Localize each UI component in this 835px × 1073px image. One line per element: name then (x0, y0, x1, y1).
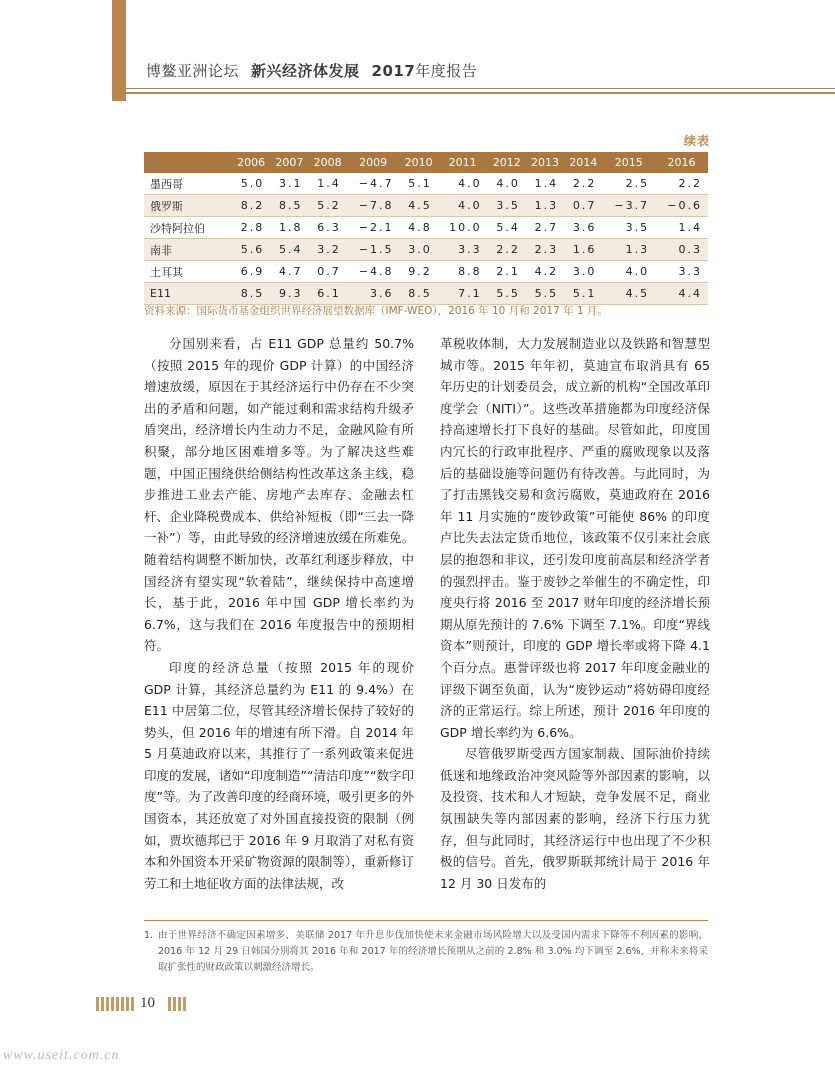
footnote-rule (144, 920, 708, 921)
table-cell: 5.4 (270, 239, 308, 261)
table-cell: 1.4 (655, 217, 708, 239)
table-cell: 1.4 (526, 173, 564, 195)
table-header-cell: 2013 (526, 152, 564, 173)
table-cell: 1.4 (308, 173, 346, 195)
header-report: 年度报告 (415, 62, 478, 80)
table-cell: −3.7 (602, 195, 655, 217)
running-header (146, 60, 477, 81)
table-header-cell: 2009 (347, 152, 400, 173)
table-cell: 6.3 (308, 217, 346, 239)
table-cell: 7.1 (438, 283, 488, 305)
table-cell: 8.5 (232, 283, 270, 305)
table-cell: 2.2 (655, 173, 708, 195)
table-cell: 5.6 (232, 239, 270, 261)
table-cell: 1.3 (602, 239, 655, 261)
table-cell: 4.7 (270, 261, 308, 283)
table-cell: 4.0 (438, 173, 488, 195)
paragraph: 革税收体制，大力发展制造业以及铁路和智慧型城市等。2015 年年初，莫迪宣布取消具有 65 年历史的计划委员会，成立新的机构“全国改革印度学会（NITI）”。这些改革措施都为印度经济保持高速增长打下良好的基础。尽管如此，印度国内冗长的行政审批程序、严重的腐败现象以及落后的基础设施等问题仍有待改善。与此同时，为了打击黑钱交易和贪污腐败，莫迪政府在 2016 年 11 月实施的“废钞政策”可能使 86% 的印度卢比失去法定货币地位，该政策不仅引来社会底层的抱怨和非议，还引发印度前高层和经济学者的强烈抨击。鉴于废钞之举催生的不确定性，印度央行将 2016 至 2017 财年印度的经济增长预期从原先预计的 7.6% 下调至 7.1%。印度“界线资本”则预计，印度的 GDP 增长率或将下降 4.1 个百分点。惠誉评级也将 2017 年印度金融业的评级下调至负面，认为“废钞运动”将妨碍印度经济的正常运行。综上所述，预计 2016 年印度的 GDP 增长率约为 6.6%。 (440, 336, 710, 740)
table-row-label: 土耳其 (144, 261, 232, 283)
table-row-label: 南非 (144, 239, 232, 261)
table-cell: −0.6 (655, 195, 708, 217)
table-cell: 0.3 (655, 239, 708, 261)
table-header-cell: 2008 (308, 152, 346, 173)
table-header-cell: 2006 (232, 152, 270, 173)
table-cell: 0.7 (564, 195, 602, 217)
table-cell: 4.2 (526, 261, 564, 283)
paragraph: 印度的经济总量（按照 2015 年的现价 GDP 计算，其经济总量约为 E11 的 9.4%）在 E11 中居第二位，尽管其经济增长保持了较好的势头，但 2016 年的增速有所下滑。自 2014 年 5 月莫迪政府以来，其推行了一系列政策来促进印度的发展，诸如“印度制造”“清洁印度”“数字印度”等。为了改善印度的经商环境，吸引更多的外国资本，其还放宽了对外国直接投资的限制（例如，贾坎德邦已于 2016 年 9 月取消了对私有资本和外国资本开采矿物资源的限制等），重新修订劳工和土地征收方面的法律法规，改 (144, 659, 414, 891)
table-row (144, 217, 708, 239)
table-cell: 6.1 (308, 283, 346, 305)
table-cell: 0.7 (308, 261, 346, 283)
table-row (144, 173, 708, 195)
table-header-cell: 2015 (602, 152, 655, 173)
table-cell: 1.3 (526, 195, 564, 217)
table-cell: 2.8 (232, 217, 270, 239)
header-year: 2017 (371, 62, 416, 80)
header-rule-accent (126, 92, 835, 94)
table-cell: 3.3 (655, 261, 708, 283)
header-accent-bar (112, 0, 126, 101)
table-cell: 3.6 (347, 283, 400, 305)
table-cell: 3.0 (564, 261, 602, 283)
table-row-label: E11 (144, 283, 232, 305)
body-column-right (440, 333, 710, 894)
table-cell: 3.5 (488, 195, 526, 217)
table-header-cell: 2012 (488, 152, 526, 173)
table-header-cell: 2007 (270, 152, 308, 173)
page-number: 10 (140, 995, 155, 1011)
table-cell: 3.2 (308, 239, 346, 261)
table-cell: 5.1 (564, 283, 602, 305)
table-cell: 2.5 (602, 173, 655, 195)
table-cell: 10.0 (438, 217, 488, 239)
table-cell: 5.1 (399, 173, 437, 195)
table-cell: 5.5 (488, 283, 526, 305)
table-cell: 8.8 (438, 261, 488, 283)
watermark: www.useit.com.cn (3, 1048, 120, 1063)
table-cell: −7.8 (347, 195, 400, 217)
table-source-note: 资料来源：国际货币基金组织世界经济展望数据库（IMF-WEO），2016 年 10 月和 2017 年 1 月。 (144, 305, 608, 317)
table-header-cell: 2014 (564, 152, 602, 173)
table-cell: 5.2 (308, 195, 346, 217)
table-cell: 8.5 (270, 195, 308, 217)
table-row (144, 239, 708, 261)
footnote-number: 1. (144, 930, 154, 941)
table-cell: 3.1 (270, 173, 308, 195)
table-continued-label: 续表 (683, 134, 710, 148)
table-cell: −4.8 (347, 261, 400, 283)
table-header-cell (144, 152, 232, 173)
table-header-cell: 2010 (399, 152, 437, 173)
page-number-ornament-left (96, 997, 134, 1011)
table-cell: 4.4 (655, 283, 708, 305)
table-cell: −2.1 (347, 217, 400, 239)
header-forum: 博鳌亚洲论坛 (146, 62, 240, 80)
table-cell: 5.0 (232, 173, 270, 195)
table-cell: 4.5 (399, 195, 437, 217)
table-cell: 4.5 (602, 283, 655, 305)
body-column-left (144, 333, 414, 894)
footnote-text: 由于世界经济不确定因素增多、美联储 2017 年升息步伐加快使未来金融市场风险增大以及受国内需求下降等不利因素的影响，2016 年 12 月 29 日韩国分别将其 2016 年和 2017 年的经济增长预期从之前的 2.8% 和 3.0% 均下调至 2.6%，并称未来将采取扩张性的财政政策以刺激经济增长。 (158, 930, 708, 973)
table-row (144, 261, 708, 283)
table-header-row (144, 152, 708, 173)
table-cell: 8.5 (399, 283, 437, 305)
paragraph: 尽管俄罗斯受西方国家制裁、国际油价持续低迷和地缘政治冲突风险等外部因素的影响，以及投资、技术和人才短缺，竞争发展不足，商业氛围缺失等内部因素的影响，经济下行压力犹存，但与此同时，其经济运行中也出现了不少积极的信号。首先，俄罗斯联邦统计局于 2016 年 12 月 30 日发布的 (440, 746, 710, 891)
page-number-ornament-right (168, 997, 186, 1011)
header-rule (126, 88, 835, 89)
table-cell: 3.3 (438, 239, 488, 261)
table-row (144, 195, 708, 217)
table-cell: 1.8 (270, 217, 308, 239)
table-cell: 1.6 (564, 239, 602, 261)
footnote (144, 928, 708, 976)
table-cell: 9.2 (399, 261, 437, 283)
table-cell: 2.7 (526, 217, 564, 239)
table-cell: 3.6 (564, 217, 602, 239)
table-row (144, 283, 708, 305)
table-cell: 2.1 (488, 261, 526, 283)
table-cell: 4.0 (438, 195, 488, 217)
table-header-cell: 2011 (438, 152, 488, 173)
table-cell: 5.4 (488, 217, 526, 239)
paragraph: 分国别来看，占 E11 GDP 总量约 50.7%（按照 2015 年的现价 GDP 计算）的中国经济增速放缓，原因在于其经济运行中仍存在不少突出的矛盾和问题，如产能过剩和需求结构升级矛盾突出，经济增长内生动力不足，金融风险有所积聚，部分地区困难增多等。为了解决这些难题，中国正围绕供给侧结构性改革这条主线，稳步推进工业去产能、房地产去库存、金融去杠杆、企业降税费成本、供给补短板（即“三去一降一补”）等，由此导致的经济增速放缓在所难免。随着结构调整不断加快，改革红利逐步释放，中国经济有望实现“软着陆”，继续保持中高速增长，基于此，2016 年中国 GDP 增长率约为 6.7%，这与我们在 2016 年度报告中的预期相符。 (144, 336, 414, 654)
table-cell: 2.2 (488, 239, 526, 261)
table-row-label: 沙特阿拉伯 (144, 217, 232, 239)
table-cell: 8.2 (232, 195, 270, 217)
table-cell: 3.5 (602, 217, 655, 239)
table-cell: 4.8 (399, 217, 437, 239)
header-subtitle: 新兴经济体发展 (251, 62, 360, 80)
table-row-label: 俄罗斯 (144, 195, 232, 217)
table-cell: 5.5 (526, 283, 564, 305)
table-cell: 9.3 (270, 283, 308, 305)
table-cell: 2.3 (526, 239, 564, 261)
table-cell: 2.2 (564, 173, 602, 195)
table-cell: 6.9 (232, 261, 270, 283)
table-cell: 4.0 (602, 261, 655, 283)
table-cell: 4.0 (488, 173, 526, 195)
table-cell: −1.5 (347, 239, 400, 261)
table-cell: 3.0 (399, 239, 437, 261)
gdp-growth-table (144, 152, 708, 305)
table-header-cell: 2016 (655, 152, 708, 173)
table-cell: −4.7 (347, 173, 400, 195)
table-row-label: 墨西哥 (144, 173, 232, 195)
